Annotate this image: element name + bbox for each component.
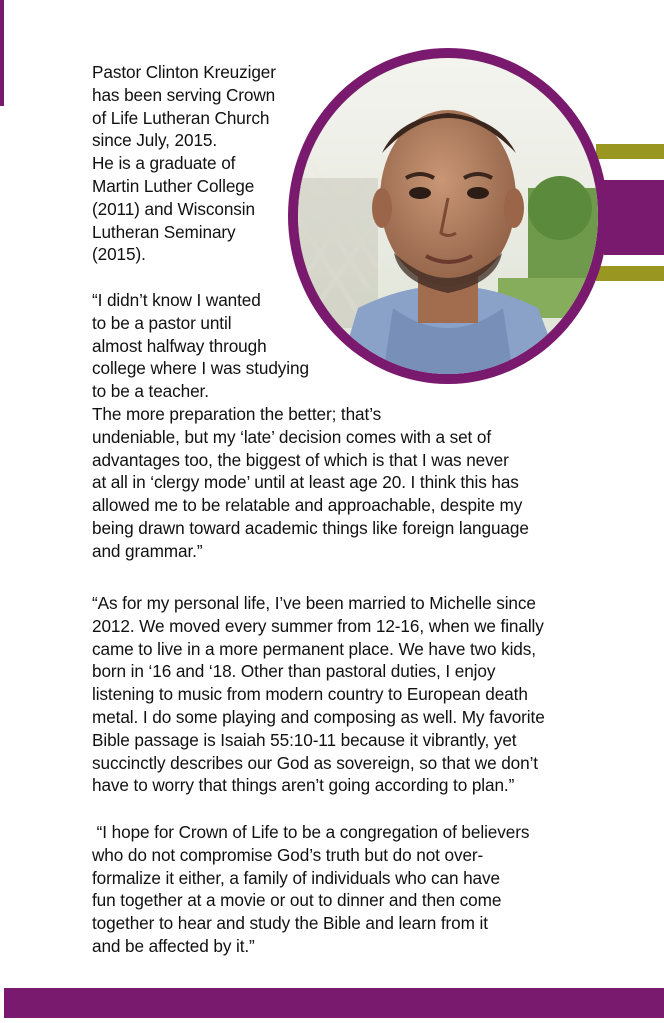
- quote-line: “I hope for Crown of Life to be a congregation of believers: [92, 822, 530, 842]
- quote-line: formalize it either, a family of individuals who can have: [92, 867, 500, 888]
- quote-line: The more preparation the better; that’s: [92, 403, 382, 424]
- quote-line: being drawn toward academic things like foreign language: [92, 517, 529, 538]
- quote-line: came to live in a more permanent place. We have two kids,: [92, 638, 536, 659]
- quote-line: metal. I do some playing and composing as well. My favorite: [92, 706, 545, 727]
- intro-line: has been serving Crown: [92, 84, 276, 105]
- quote-line: together to hear and study the Bible and learn from it: [92, 913, 488, 934]
- intro-line: since July, 2015.: [92, 130, 218, 151]
- quote-line: to be a pastor until: [92, 312, 232, 333]
- quote-line: Bible passage is Isaiah 55:10-11 because it vibrantly, yet: [92, 729, 517, 750]
- quote-line: 2012. We moved every summer from 12-16, when we finally: [92, 615, 544, 636]
- quote-line: and grammar.”: [92, 540, 203, 561]
- intro-line: Pastor Clinton Kreuziger: [92, 62, 276, 82]
- quote-line: undeniable, but my ‘late’ decision comes with a set of: [92, 426, 492, 447]
- intro-paragraph: [92, 61, 276, 266]
- purple-accent-band: [604, 180, 664, 255]
- olive-accent-bar-top: [596, 144, 664, 159]
- quote-line: “As for my personal life, I’ve been married to Michelle since: [92, 593, 536, 613]
- quote-calling-paragraph: [92, 289, 529, 563]
- quote-line: almost halfway through: [92, 335, 267, 356]
- intro-line: of Life Lutheran Church: [92, 107, 270, 128]
- olive-accent-bar-bottom: [596, 266, 664, 281]
- intro-line: (2011) and Wisconsin: [92, 198, 255, 219]
- quote-line: at all in ‘clergy mode’ until at least age 20. I think this has: [92, 472, 519, 493]
- quote-line: fun together at a movie or out to dinner and then come: [92, 890, 502, 911]
- quote-personal-life-paragraph: [92, 592, 545, 797]
- quote-line: college where I was studying: [92, 358, 309, 379]
- quote-line: “I didn’t know I wanted: [92, 290, 261, 310]
- intro-line: (2015).: [92, 244, 146, 265]
- quote-line: succinctly describes our God as sovereign, so that we don’t: [92, 752, 538, 773]
- quote-line: advantages too, the biggest of which is that I was never: [92, 449, 509, 470]
- bottom-purple-band: [4, 988, 664, 1018]
- left-accent-rule: [0, 0, 4, 106]
- quote-line: allowed me to be relatable and approachable, despite my: [92, 495, 523, 516]
- quote-congregation-hope-paragraph: [92, 821, 529, 958]
- intro-line: He is a graduate of: [92, 153, 236, 174]
- quote-line: born in ‘16 and ‘18. Other than pastoral duties, I enjoy: [92, 661, 496, 682]
- intro-line: Lutheran Seminary: [92, 221, 236, 242]
- intro-line: Martin Luther College: [92, 175, 255, 196]
- quote-line: listening to music from modern country to European death: [92, 684, 528, 705]
- quote-line: have to worry that things aren’t going according to plan.”: [92, 775, 515, 796]
- quote-line: to be a teacher.: [92, 381, 209, 402]
- quote-line: and be affected by it.”: [92, 935, 255, 956]
- quote-line: who do not compromise God’s truth but do not over-: [92, 844, 484, 865]
